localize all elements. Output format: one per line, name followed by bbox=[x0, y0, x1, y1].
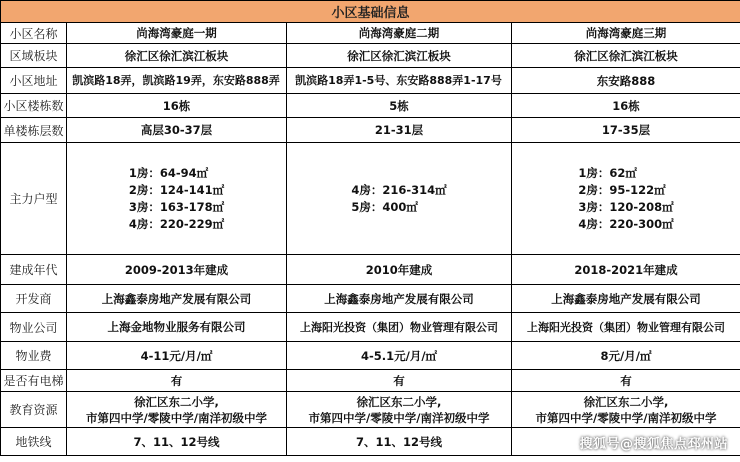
address-text: 凯滨路18弄1-5号、东安路888弄1-17号 bbox=[295, 74, 502, 87]
cell: 高层30-37层 bbox=[67, 118, 287, 143]
list-item: 4房：216-314㎡ bbox=[351, 182, 447, 197]
unit-list bbox=[351, 182, 446, 216]
table-title-row bbox=[1, 1, 740, 23]
cell: 17-35层 bbox=[512, 118, 740, 143]
cell: 上海阳光投资（集团）物业管理有限公司 bbox=[512, 313, 740, 342]
row-label: 小区楼栋数 bbox=[1, 94, 67, 118]
cell: 16栋 bbox=[512, 94, 740, 118]
cell: 4-11元/月/㎡ bbox=[67, 342, 287, 370]
row-label: 物业公司 bbox=[1, 313, 67, 342]
cell: 7、11、12号线 bbox=[287, 428, 512, 456]
cell bbox=[287, 68, 512, 94]
list-item: 3房：163-178㎡ bbox=[128, 199, 225, 214]
cell: 2018-2021年建成 bbox=[512, 255, 740, 285]
header-phase-1: 尚海湾豪庭一期 bbox=[67, 23, 287, 44]
cell: 有 bbox=[287, 370, 512, 392]
row-label: 主力户型 bbox=[1, 143, 67, 255]
list-item: 3房：120-208㎡ bbox=[578, 199, 674, 214]
row-label: 开发商 bbox=[1, 285, 67, 313]
row-label: 教育资源 bbox=[1, 392, 67, 428]
cell: 上海鑫泰房地产发展有限公司 bbox=[512, 285, 740, 313]
unit-list bbox=[129, 165, 224, 233]
cell bbox=[512, 143, 740, 255]
table-row bbox=[1, 44, 740, 68]
table-title: 小区基础信息 bbox=[1, 1, 740, 23]
list-item: 5房：400㎡ bbox=[351, 199, 418, 214]
row-label: 地铁线 bbox=[1, 428, 67, 456]
watermark-text: 搜狐号@搜狐焦点邳州站 bbox=[579, 437, 728, 452]
cell bbox=[67, 68, 287, 94]
table-row bbox=[1, 118, 740, 143]
header-label: 小区名称 bbox=[1, 23, 67, 44]
cell: 上海金地物业服务有限公司 bbox=[67, 313, 287, 342]
header-phase-2: 尚海湾豪庭二期 bbox=[287, 23, 512, 44]
table-row bbox=[1, 392, 740, 428]
cell: 16栋 bbox=[67, 94, 287, 118]
row-label: 小区地址 bbox=[1, 68, 67, 94]
cell: 东安路888 bbox=[512, 68, 740, 94]
cell: 上海鑫泰房地产发展有限公司 bbox=[67, 285, 287, 313]
row-label: 单楼栋层数 bbox=[1, 118, 67, 143]
row-label: 物业费 bbox=[1, 342, 67, 370]
line: 市第四中学/零陵中学/南洋初级中学 bbox=[308, 410, 490, 425]
cell: 徐汇区徐汇滨江板块 bbox=[512, 44, 740, 68]
header-row bbox=[1, 23, 740, 44]
cell bbox=[512, 392, 740, 428]
cell: 4-5.1元/月/㎡ bbox=[287, 342, 512, 370]
table-row bbox=[1, 313, 740, 342]
address-text: 凯滨路18弄，凯滨路19弄，东安路888弄 bbox=[72, 74, 280, 87]
table-row bbox=[1, 94, 740, 118]
list-item: 1房：62㎡ bbox=[578, 165, 637, 180]
cell: 徐汇区徐汇滨江板块 bbox=[287, 44, 512, 68]
cell: 上海阳光投资（集团）物业管理有限公司 bbox=[287, 313, 512, 342]
cell bbox=[287, 392, 512, 428]
cell: 7、11、12号线 bbox=[67, 428, 287, 456]
table-row bbox=[1, 370, 740, 392]
list-item: 2房：124-141㎡ bbox=[128, 182, 225, 197]
list-item: 4房：220-229㎡ bbox=[128, 216, 225, 231]
cell: 上海鑫泰房地产发展有限公司 bbox=[287, 285, 512, 313]
line: 徐汇区东二小学, bbox=[583, 394, 669, 409]
row-label: 是否有电梯 bbox=[1, 370, 67, 392]
cell: 徐汇区徐汇滨江板块 bbox=[67, 44, 287, 68]
cell: 2010年建成 bbox=[287, 255, 512, 285]
line: 徐汇区东二小学, bbox=[356, 394, 442, 409]
list-item: 2房：95-122㎡ bbox=[578, 182, 666, 197]
unit-list bbox=[578, 165, 673, 233]
table-row bbox=[1, 68, 740, 94]
line: 徐汇区东二小学, bbox=[134, 394, 219, 409]
cell bbox=[287, 143, 512, 255]
table-row bbox=[1, 255, 740, 285]
row-label: 建成年代 bbox=[1, 255, 67, 285]
cell bbox=[67, 392, 287, 428]
line: 市第四中学/零陵中学/南洋初级中学 bbox=[86, 410, 267, 425]
cell: 5栋 bbox=[287, 94, 512, 118]
cell: 21-31层 bbox=[287, 118, 512, 143]
cell bbox=[67, 143, 287, 255]
table-row bbox=[1, 285, 740, 313]
row-label: 区域板块 bbox=[1, 44, 67, 68]
line: 市第四中学/零陵中学/南洋初级中学 bbox=[535, 410, 717, 425]
cell: 2009-2013年建成 bbox=[67, 255, 287, 285]
list-item: 4房：220-300㎡ bbox=[578, 216, 674, 231]
list-item: 1房：64-94㎡ bbox=[128, 165, 209, 180]
table-row bbox=[1, 143, 740, 255]
table-row bbox=[1, 342, 740, 370]
header-phase-3: 尚海湾豪庭三期 bbox=[512, 23, 740, 44]
cell: 8元/月/㎡ bbox=[512, 342, 740, 370]
cell: 有 bbox=[512, 370, 740, 392]
cell: 有 bbox=[67, 370, 287, 392]
